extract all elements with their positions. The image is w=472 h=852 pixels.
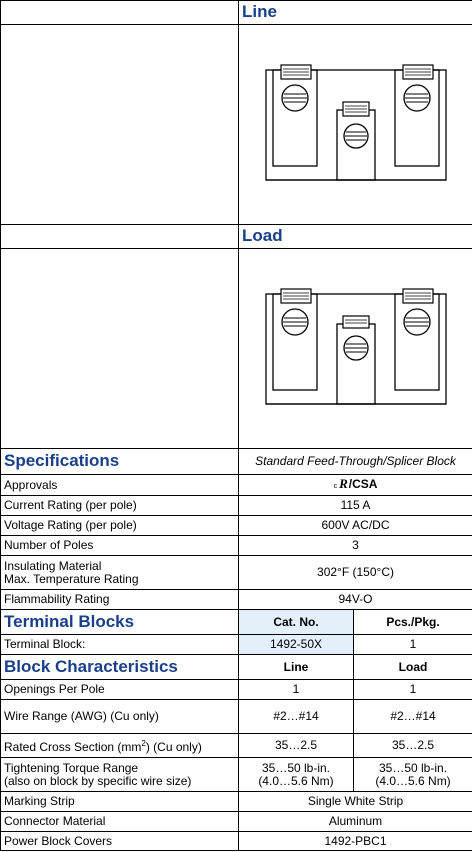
line-terminal-block-drawing: [261, 60, 451, 190]
terminal-block-pcs: 1: [354, 635, 472, 655]
openings-label: Openings Per Pole: [1, 680, 239, 700]
ul-csa-mark: c R /CSA: [333, 476, 378, 491]
terminal-block-cat-no: 1492-50X: [239, 635, 354, 655]
line-header: [239, 1, 472, 25]
connector-material-label: Connector Material: [1, 812, 239, 832]
spec-label-poles: Number of Poles: [1, 536, 239, 556]
marking-strip-value: Single White Strip: [239, 792, 472, 812]
line-image-left-blank: [1, 25, 239, 225]
spec-value-temperature: 302°F (150°C): [239, 556, 472, 590]
spec-label-insulating: Insulating Material Max. Temperature Rating: [1, 556, 239, 590]
spec-label-approvals: Approvals: [1, 475, 239, 496]
spec-value-approvals: [239, 475, 472, 496]
load-terminal-block-drawing: [261, 284, 451, 414]
torque-load: 35…50 lb-in. (4.0…5.6 Nm): [354, 758, 472, 792]
wire-range-label: Wire Range (AWG) (Cu only): [1, 700, 239, 734]
block-characteristics-heading: Block Characteristics: [1, 655, 239, 680]
col-load: Load: [354, 655, 472, 680]
power-block-covers-value: 1492-PBC1: [239, 832, 472, 851]
spec-label-current: Current Rating (per pole): [1, 496, 239, 516]
spec-value-current: 115 A: [239, 496, 472, 516]
power-block-covers-label: Power Block Covers: [1, 832, 239, 851]
wire-range-line: #2…#14: [239, 700, 354, 734]
openings-line: 1: [239, 680, 354, 700]
spec-value-poles: 3: [239, 536, 472, 556]
marking-strip-label: Marking Strip: [1, 792, 239, 812]
connector-material-value: Aluminum: [239, 812, 472, 832]
specifications-heading: Specifications: [1, 449, 239, 475]
col-cat-no: Cat. No.: [239, 610, 354, 635]
line-label: Line: [242, 2, 277, 21]
line-image-cell: [239, 25, 472, 225]
wire-range-load: #2…#14: [354, 700, 472, 734]
spec-value-flammability: 94V-O: [239, 590, 472, 610]
load-image-cell: [239, 249, 472, 449]
cross-section-label: Rated Cross Section $(mm^2)$ (Cu only): [1, 734, 239, 758]
openings-load: 1: [354, 680, 472, 700]
col-line: Line: [239, 655, 354, 680]
specifications-subtitle: Standard Feed-Through/Splicer Block: [239, 449, 472, 475]
cross-section-line: 35…2.5: [239, 734, 354, 758]
col-pcs-pkg: Pcs./Pkg.: [354, 610, 472, 635]
spec-label-voltage: Voltage Rating (per pole): [1, 516, 239, 536]
load-label: Load: [242, 226, 283, 245]
load-left-blank: [1, 225, 239, 249]
terminal-block-label: Terminal Block:: [1, 635, 239, 655]
cross-section-load: 35…2.5: [354, 734, 472, 758]
line-left-blank: [1, 1, 239, 25]
load-image-left-blank: [1, 249, 239, 449]
spec-value-voltage: 600V AC/DC: [239, 516, 472, 536]
torque-label: Tightening Torque Range (also on block by specific wire size): [1, 758, 239, 792]
torque-line: 35…50 lb-in. (4.0…5.6 Nm): [239, 758, 354, 792]
terminal-blocks-heading: Terminal Blocks: [1, 610, 239, 635]
spec-label-flammability: Flammability Rating: [1, 590, 239, 610]
load-header: [239, 225, 472, 249]
